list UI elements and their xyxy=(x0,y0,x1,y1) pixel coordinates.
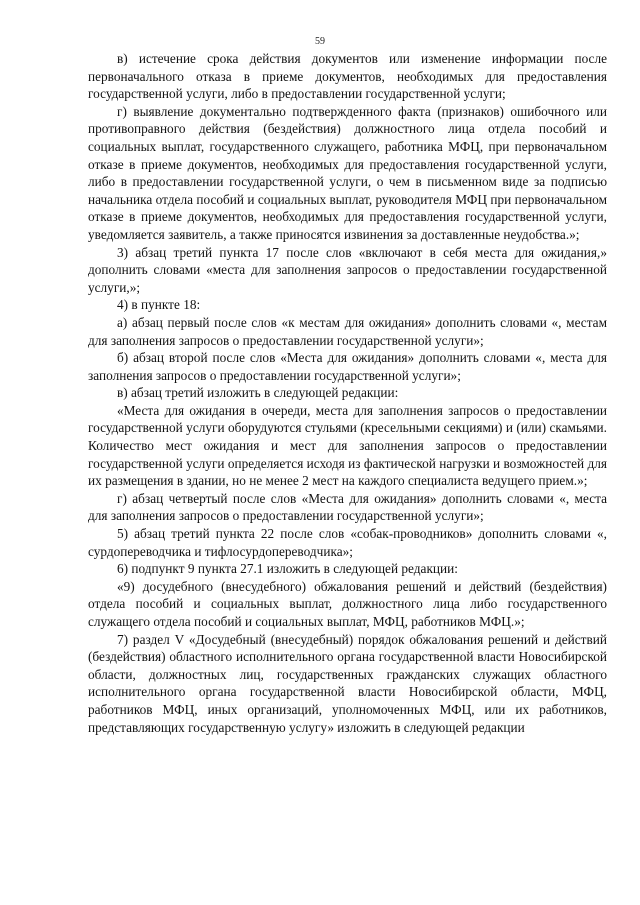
paragraph-v-expiry: в) истечение срока действия документов или изменение информации после первоначального отказа в приеме документов, необходимых для предоставления государственной услуги, либо в предоставлении государственной услуги; xyxy=(88,51,607,102)
paragraph-item-4-v: в) абзац третий изложить в следующей редакции: xyxy=(117,385,399,401)
paragraph-item-4-a: а) абзац первый после слов «к местам для ожидания» дополнить словами «, местам для заполнения запросов о предоставлении государственной услуги»; xyxy=(88,314,607,348)
paragraph-quoted-subitem-9: «9) досудебного (внесудебного) обжалования решений и действий (бездействия) отдела пособий и социальных выплат, должностного лица либо государственного служащего отдела пособий и социальных выплат, МФЦ, работников МФЦ.»; xyxy=(88,578,607,629)
paragraph-item-4-g: г) абзац четвертый после слов «Места для ожидания» дополнить словами «, места для заполнения запросов о предоставлении государственной услуги»; xyxy=(88,490,607,524)
page-number: 59 xyxy=(315,36,325,47)
paragraph-quoted-waiting-places: «Места для ожидания в очереди, места для заполнения запросов о предоставлении государственной услуги оборудуются стульями (кресельными секциями) и (или) скамьями. Количество мест ожидания и мест для заполнения запросов о предоставлении государственной услуги определяется исходя из фактической нагрузки и возможностей для их размещения в здании, но не менее 2 мест на каждого специалиста ведущего прием.»; xyxy=(88,402,607,489)
document-body xyxy=(88,50,607,736)
paragraph-g-error: г) выявление документально подтвержденного факта (признаков) ошибочного или противоправного действия (бездействия) должностного лица отдела пособий и социальных выплат, государственного служащего, работника МФЦ, при первоначальном отказе в приеме документов, необходимых для предоставления государственной услуги, либо в предоставлении государственной услуги, о чем в письменном виде за подписью начальника отдела пособий и социальных выплат, руководителя МФЦ при первоначальном отказе в приеме документов, необходимых для предоставления государственной услуги, уведомляется заявитель, а также приносятся извинения за доставленные неудобства.»; xyxy=(88,103,607,242)
paragraph-item-5: 5) абзац третий пункта 22 после слов «собак-проводников» дополнить словами «, сурдопереводчика и тифлосурдопереводчика»; xyxy=(88,526,607,559)
paragraph-item-4: 4) в пункте 18: xyxy=(117,297,201,313)
paragraph-item-6: 6) подпункт 9 пункта 27.1 изложить в следующей редакции: xyxy=(117,561,458,577)
paragraph-item-7: 7) раздел V «Досудебный (внесудебный) порядок обжалования решений и действий (бездействия) областного исполнительного органа государственной власти Новосибирской области, должностных лиц, государственных гражданских служащих областного исполнительного органа государственной власти Новосибирской области, МФЦ, работников МФЦ, иных организаций, уполномоченных МФЦ, или их работников, представляющих государственную услугу» изложить в следующей редакции xyxy=(88,631,607,735)
paragraph-item-4-b: б) абзац второй после слов «Места для ожидания» дополнить словами «, места для заполнения запросов о предоставлении государственной услуги»; xyxy=(88,350,607,383)
paragraph-item-3: 3) абзац третий пункта 17 после слов «включают в себя места для ожидания,» дополнить словами «места для заполнения запросов о предоставлении государственной услуги,»; xyxy=(88,244,607,295)
